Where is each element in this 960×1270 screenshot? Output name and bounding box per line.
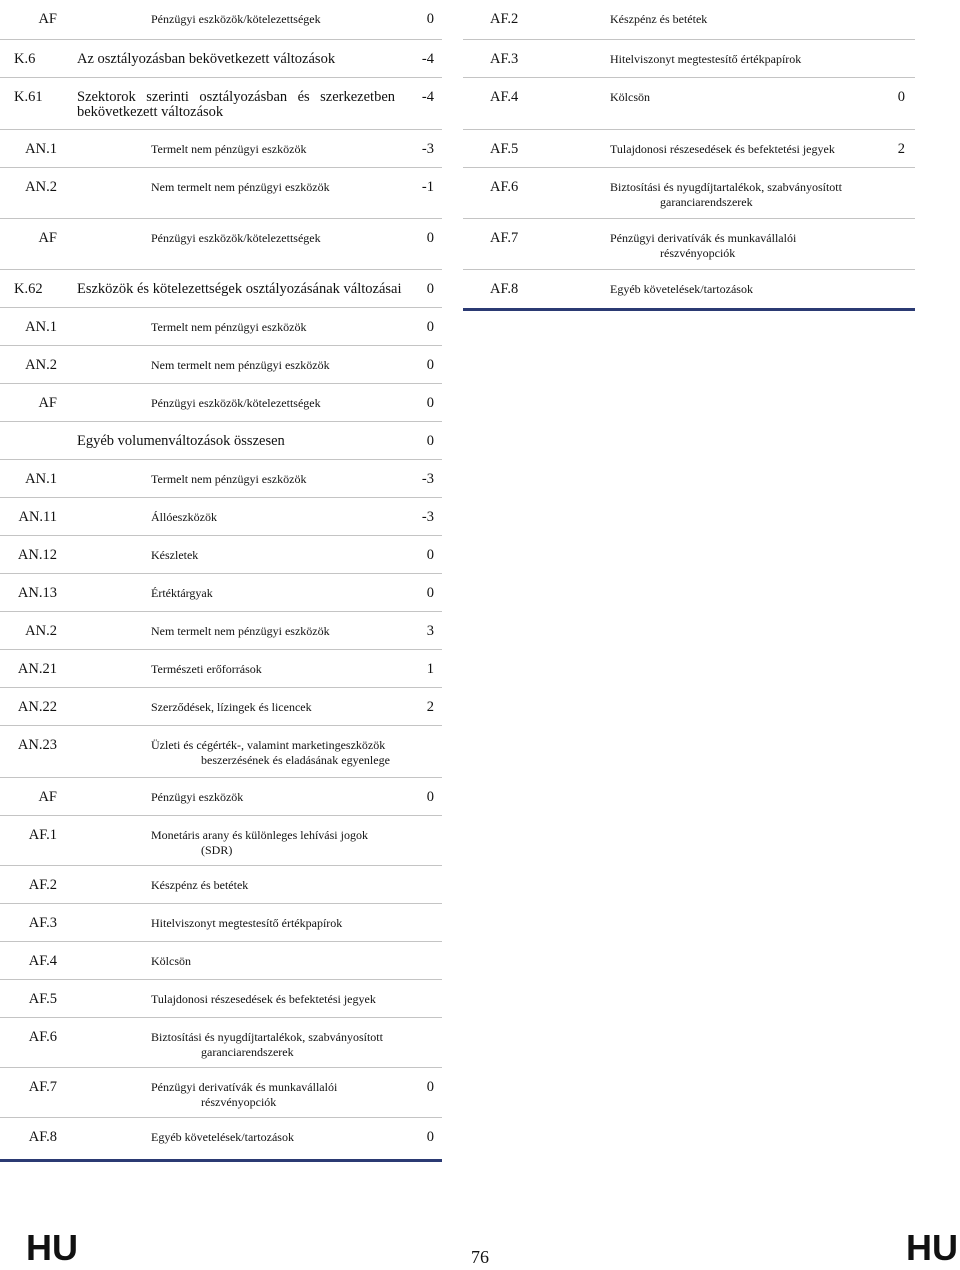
row-label [151,828,431,858]
row-value: -1 [421,179,434,195]
row-label: Kölcsön [151,954,191,968]
row-code: AN.11 [18,509,57,525]
table-row [0,384,442,422]
table-row [0,1068,442,1118]
row-label: Tulajdonosi részesedések és befektetési jegyek [610,142,835,156]
table-row [0,1018,442,1068]
row-label: Nem termelt nem pénzügyi eszközök [151,624,330,638]
row-value: -3 [421,471,434,487]
row-code: K.61 [14,89,43,105]
row-label-line: Szektorok szerinti osztályozásban és szerkezetben [77,89,395,105]
row-label: Pénzügyi eszközök/kötelezettségek [151,396,321,410]
row-value: 0 [426,281,434,297]
row-label-line: Pénzügyi derivatívák és munkavállalói [610,231,797,245]
row-label-line: Biztosítási és nyugdíjtartalékok, szabványosított [151,1030,383,1044]
row-label-line: részvényopciók [201,1095,277,1109]
row-value: 0 [426,11,434,27]
row-code: AF.7 [490,230,519,246]
table-row [0,0,442,40]
row-code: AF.8 [28,1129,57,1145]
row-label [77,90,395,120]
row-label-line: beszerzésének és eladásának egyenlege [201,753,390,767]
row-value: 0 [897,89,905,105]
row-code: AN.1 [25,319,57,335]
row-code: AN.2 [25,179,57,195]
row-label-line: (SDR) [201,843,233,857]
row-code: AF [38,11,57,27]
row-label [151,1080,431,1110]
row-value: 3 [426,623,434,639]
row-label: Nem termelt nem pénzügyi eszközök [151,180,330,194]
table-row [0,536,442,574]
row-label: Pénzügyi eszközök [151,790,244,804]
row-label: Az osztályozásban bekövetkezett változások [77,51,336,67]
table-row [463,168,915,219]
table-row [0,778,442,816]
row-label-line: garanciarendszerek [201,1045,294,1059]
row-label: Állóeszközök [151,510,217,524]
row-code: AN.2 [25,357,57,373]
language-code-right: HU [906,1227,958,1268]
row-value: -3 [421,141,434,157]
table-row [463,270,915,311]
row-label: Termelt nem pénzügyi eszközök [151,320,307,334]
row-label: Pénzügyi eszközök/kötelezettségek [151,231,321,245]
table-row [463,0,915,40]
row-code: AN.22 [17,699,57,715]
row-value: 2 [897,141,905,157]
row-label-line: Pénzügyi derivatívák és munkavállalói [151,1080,338,1094]
table-row [0,688,442,726]
row-label-line: Biztosítási és nyugdíjtartalékok, szabványosított [610,180,842,194]
row-value: 0 [426,319,434,335]
row-label: Szerződések, lízingek és licencek [151,700,312,714]
row-value: 0 [426,547,434,563]
row-code: AF.5 [28,991,57,1007]
row-value: -4 [421,89,434,105]
row-code: AN.1 [25,141,57,157]
right-table [463,0,915,311]
table-row [463,78,915,130]
table-row [0,168,442,219]
row-code: AN.12 [17,547,57,563]
row-code: AF [38,230,57,246]
row-code: AF.7 [28,1079,57,1095]
row-code: AF.3 [28,915,57,931]
row-value: 1 [426,661,434,677]
row-label: Természeti erőforrások [151,662,262,676]
row-code: AF.6 [28,1029,57,1045]
row-code: AN.21 [17,661,57,677]
table-row [0,130,442,168]
table-row [0,650,442,688]
row-label: Egyéb volumenváltozások összesen [77,433,285,449]
row-code: K.6 [14,51,36,67]
table-row [0,726,442,778]
row-code: AN.23 [17,737,57,753]
page-number: 76 [471,1247,489,1267]
row-label: Hitelviszonyt megtestesítő értékpapírok [610,52,802,66]
row-label: Termelt nem pénzügyi eszközök [151,472,307,486]
row-code: AN.2 [25,623,57,639]
table-row [0,866,442,904]
table-row [463,219,915,270]
row-code: AF.6 [490,179,519,195]
row-code: AF.2 [490,11,519,27]
table-row [0,308,442,346]
table-row [0,904,442,942]
table-row [0,612,442,650]
row-code: AF.4 [490,89,519,105]
row-code: AF [38,789,57,805]
table-row [0,980,442,1018]
row-label-line: részvényopciók [660,246,736,260]
row-code: AF [38,395,57,411]
row-label: Nem termelt nem pénzügyi eszközök [151,358,330,372]
row-label: Egyéb követelések/tartozások [610,282,753,296]
table-row [463,130,915,168]
row-code: K.62 [14,281,43,297]
row-value: -4 [421,51,434,67]
row-label: Készpénz és betétek [610,12,708,26]
row-label [151,1030,431,1060]
table-row [0,460,442,498]
table-row [463,40,915,78]
table-row [0,816,442,866]
row-code: AN.13 [17,585,57,601]
row-label: Értéktárgyak [151,586,213,600]
row-code: AF.1 [28,827,57,843]
row-label [610,180,875,210]
row-value: -3 [421,509,434,525]
row-code: AN.1 [25,471,57,487]
row-value: 0 [426,585,434,601]
table-row [0,219,442,270]
row-label-line: Monetáris arany és különleges lehívási jogok [151,828,368,842]
row-label: Tulajdonosi részesedések és befektetési jegyek [151,992,376,1006]
table-row [0,40,442,78]
table-row [0,498,442,536]
row-label [151,738,431,768]
row-code: AF.2 [28,877,57,893]
row-value: 2 [426,699,434,715]
row-label: Kölcsön [610,90,650,104]
row-label: Egyéb követelések/tartozások [151,1130,294,1144]
row-code: AF.8 [490,281,519,297]
row-value: 0 [426,357,434,373]
row-value: 0 [426,789,434,805]
table-row [0,270,442,308]
row-label: Hitelviszonyt megtestesítő értékpapírok [151,916,343,930]
table-row [0,1118,442,1162]
row-label [610,231,875,261]
row-label: Termelt nem pénzügyi eszközök [151,142,307,156]
table-row [0,422,442,460]
row-value: 0 [426,230,434,246]
row-label: Pénzügyi eszközök/kötelezettségek [151,12,321,26]
table-row [0,942,442,980]
row-value: 0 [426,433,434,449]
row-label-line: bekövetkezett változások [77,104,224,120]
table-row [0,78,442,130]
left-table [0,0,442,1162]
row-value: 0 [426,1129,434,1145]
page-footer [0,1226,960,1268]
row-code: AF.3 [490,51,519,67]
row-label: Készletek [151,548,199,562]
row-label: Készpénz és betétek [151,878,249,892]
table-row [0,574,442,612]
row-value: 0 [426,395,434,411]
row-label-line: garanciarendszerek [660,195,753,209]
row-label-line: Üzleti és cégérték-, valamint marketingeszközök [151,738,386,752]
row-label: Eszközök és kötelezettségek osztályozásának változásai [77,281,402,297]
language-code-left: HU [26,1227,78,1268]
row-code: AF.5 [490,141,519,157]
row-code: AF.4 [28,953,57,969]
table-row [0,346,442,384]
row-value: 0 [426,1079,434,1095]
